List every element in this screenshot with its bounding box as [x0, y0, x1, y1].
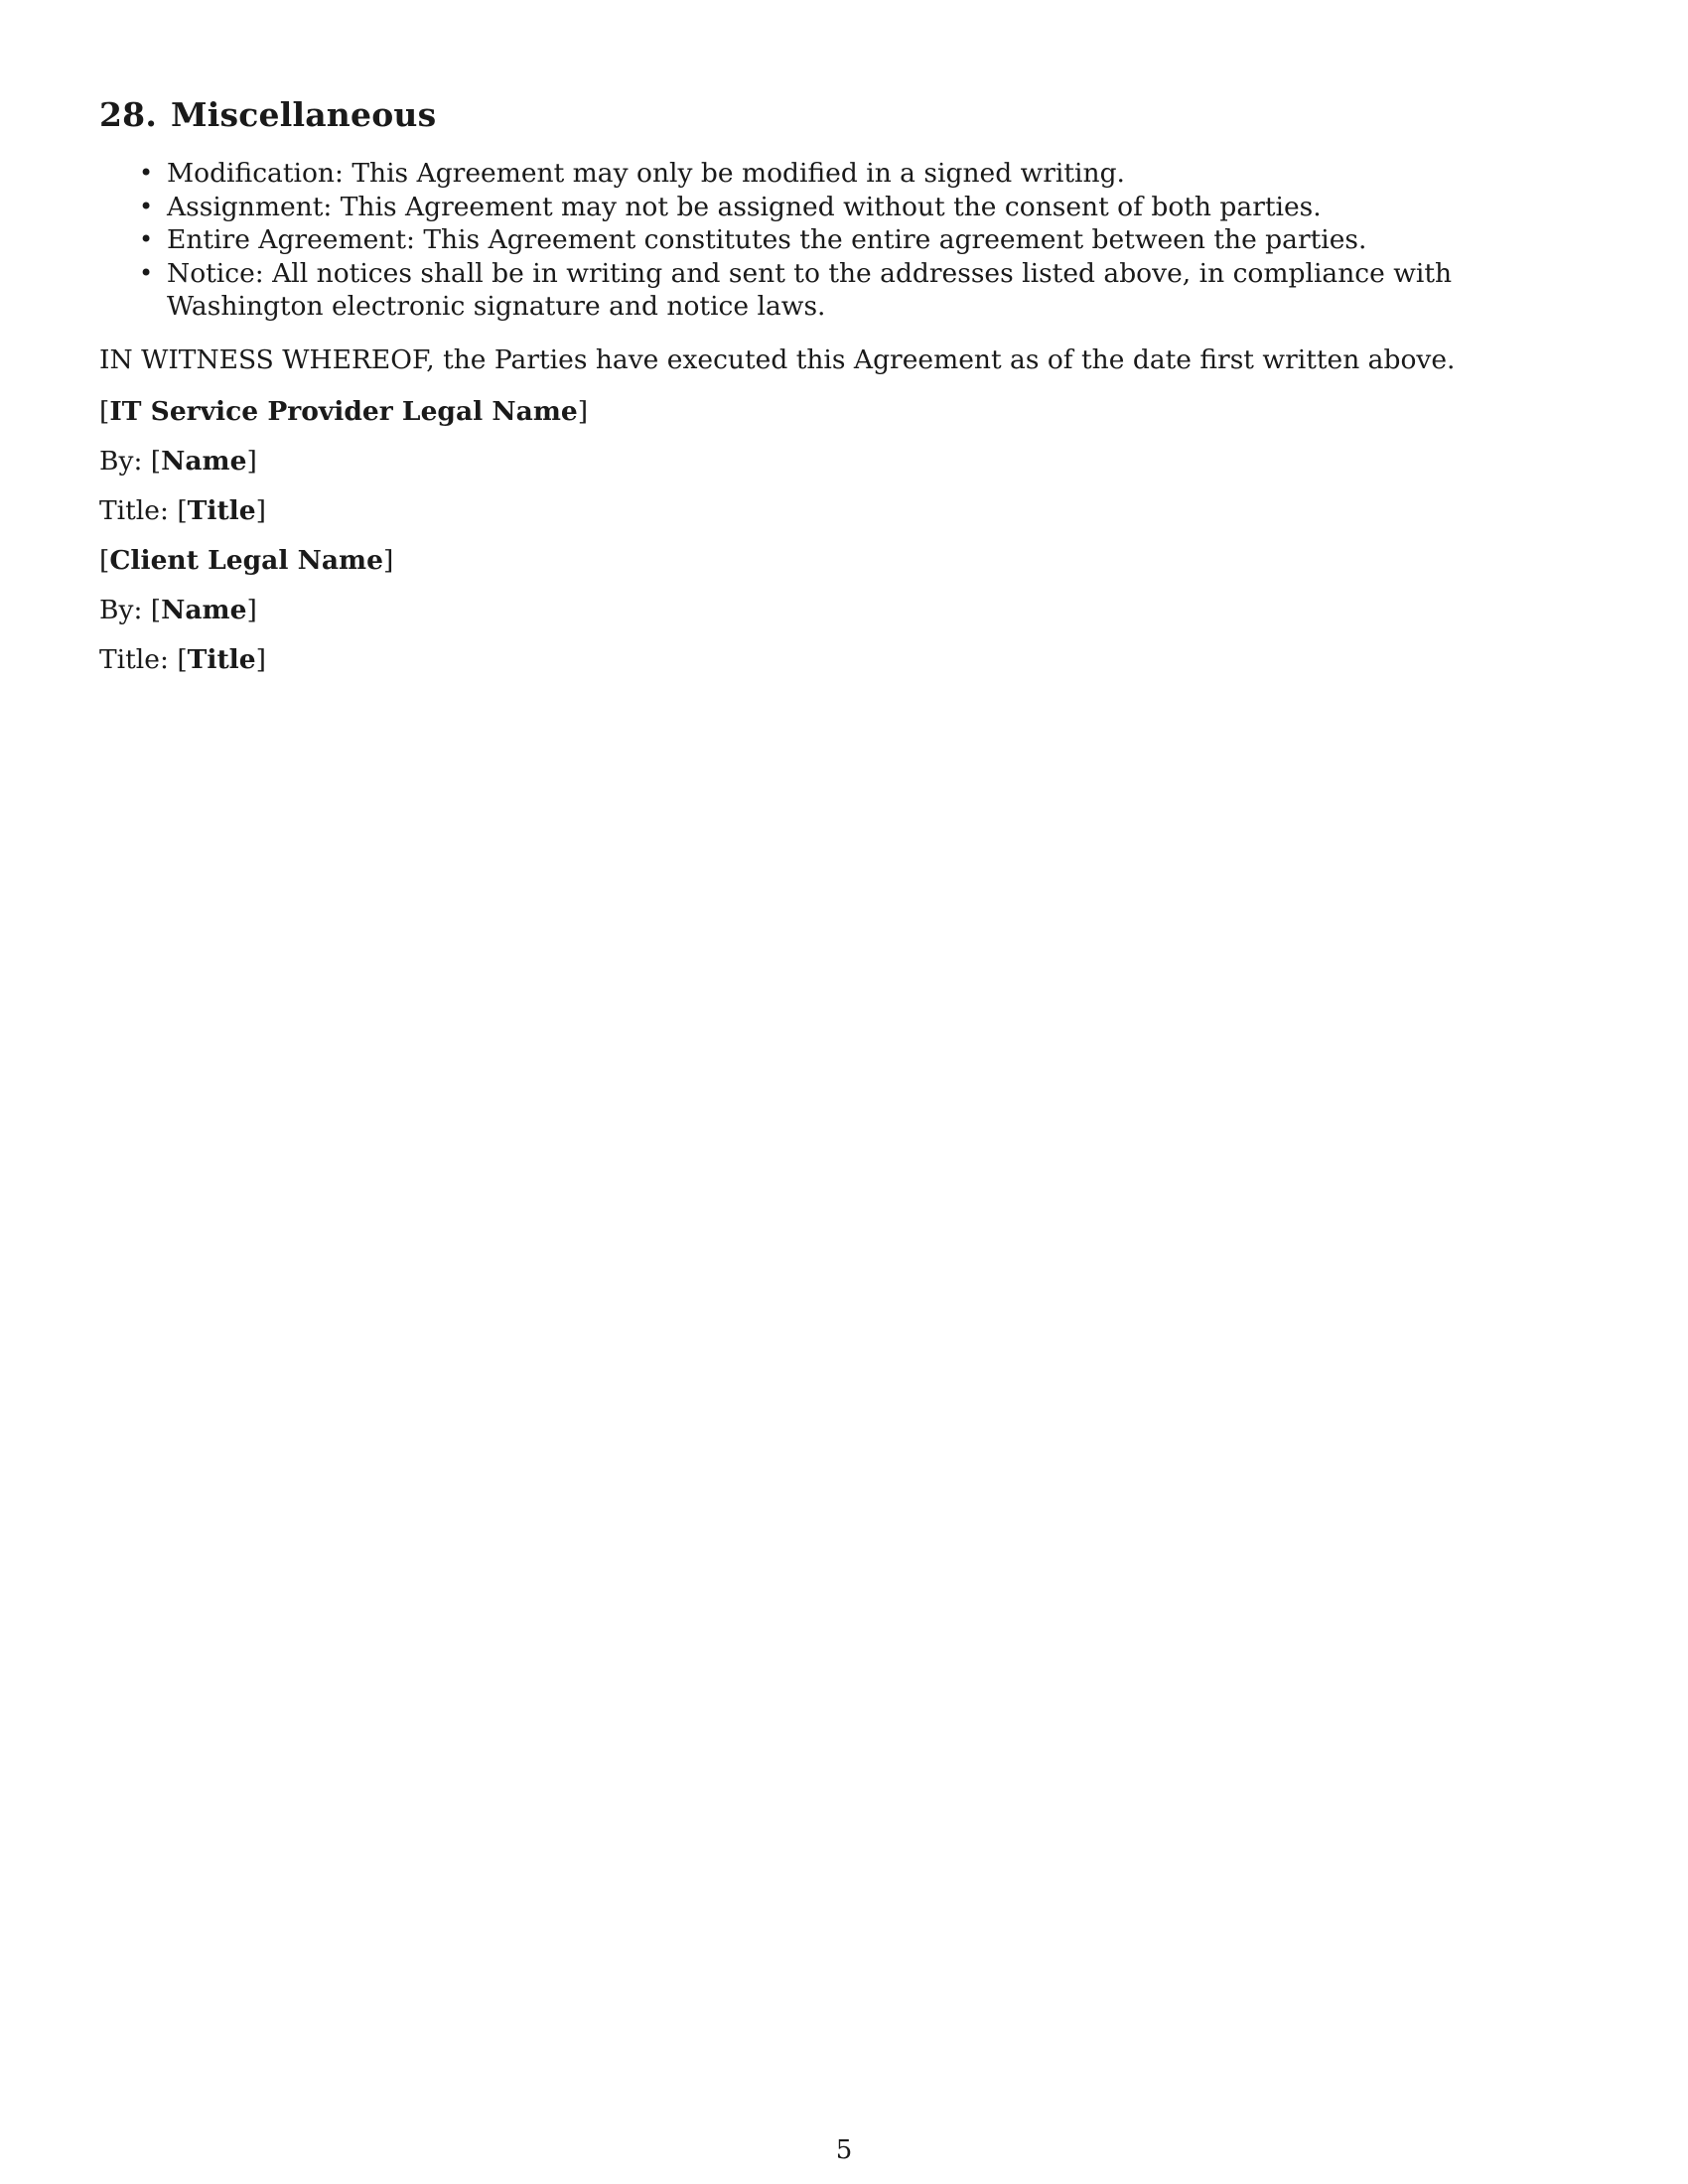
list-item	[99, 157, 1589, 191]
clause-text: Notice: All notices shall be in writing and sent to the addresses listed above, in compliance with Washington electronic signature and notice laws.	[167, 257, 1453, 322]
document-page	[99, 95, 1589, 693]
party-name-text: Client Legal Name	[109, 544, 383, 576]
provider-by-line: By: [Name]	[99, 445, 257, 477]
title-placeholder: Title	[187, 494, 256, 526]
client-title-line: Title: [Title]	[99, 643, 266, 675]
bullet-icon: •	[139, 192, 154, 220]
name-placeholder: Name	[161, 594, 247, 625]
list-item	[99, 191, 1589, 224]
clause-list	[99, 157, 1589, 324]
witness-statement: IN WITNESS WHEREOF, the Parties have executed this Agreement as of the date first written above.	[99, 343, 1456, 375]
by-label: By:	[99, 445, 143, 477]
bullet-icon: •	[139, 159, 154, 187]
page-number: 5	[835, 2135, 853, 2165]
by-label: By:	[99, 594, 143, 625]
clause-text: Modification: This Agreement may only be modified in a signed writing.	[167, 158, 1125, 189]
list-item	[99, 257, 1589, 324]
provider-title-line: Title: [Title]	[99, 494, 266, 526]
title-placeholder: Title	[187, 643, 256, 675]
section-title: Miscellaneous	[171, 95, 437, 134]
clause-text: Entire Agreement: This Agreement constitutes the entire agreement between the parties.	[167, 224, 1367, 255]
bullet-icon: •	[139, 258, 154, 287]
client-party-name: [Client Legal Name]	[99, 544, 394, 576]
list-item	[99, 223, 1589, 257]
title-label: Title:	[99, 643, 169, 675]
client-by-line: By: [Name]	[99, 594, 257, 625]
section-heading	[99, 95, 1589, 135]
clause-text: Assignment: This Agreement may not be assigned without the consent of both parties.	[167, 191, 1322, 222]
title-label: Title:	[99, 494, 169, 526]
bullet-icon: •	[139, 225, 154, 253]
party-name-text: IT Service Provider Legal Name	[109, 395, 578, 427]
section-number: 28.	[99, 95, 158, 134]
provider-party-name: [IT Service Provider Legal Name]	[99, 395, 589, 427]
name-placeholder: Name	[161, 445, 247, 477]
